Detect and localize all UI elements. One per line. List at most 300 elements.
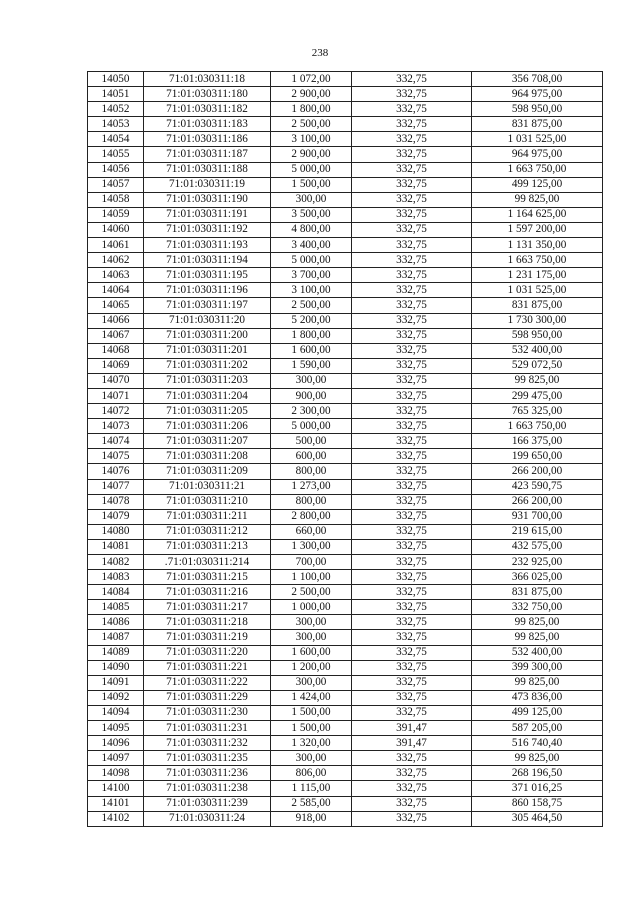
cadastral-number-cell: 71:01:030311:190	[144, 192, 271, 207]
specific-value-cell: 332,75	[352, 675, 472, 690]
area-cell: 5 000,00	[271, 253, 352, 268]
area-cell: 300,00	[271, 630, 352, 645]
row-number-cell: 14098	[88, 766, 144, 781]
cadastral-value-cell: 99 825,00	[472, 675, 603, 690]
area-cell: 800,00	[271, 494, 352, 509]
table-row	[88, 373, 603, 388]
row-number-cell: 14086	[88, 615, 144, 630]
cadastral-number-cell: 71:01:030311:232	[144, 736, 271, 751]
specific-value-cell: 332,75	[352, 419, 472, 434]
cadastral-value-cell: 1 663 750,00	[472, 162, 603, 177]
area-cell: 1 500,00	[271, 177, 352, 192]
table-row	[88, 630, 603, 645]
cadastral-value-cell: 423 590,75	[472, 479, 603, 494]
cadastral-number-cell: 71:01:030311:18	[144, 72, 271, 87]
cadastral-number-cell: 71:01:030311:192	[144, 222, 271, 237]
table-row	[88, 434, 603, 449]
specific-value-cell: 332,75	[352, 449, 472, 464]
cadastral-number-cell: 71:01:030311:213	[144, 539, 271, 554]
table-row	[88, 192, 603, 207]
cadastral-number-cell: 71:01:030311:238	[144, 781, 271, 796]
area-cell: 2 900,00	[271, 147, 352, 162]
cadastral-number-cell: 71:01:030311:221	[144, 660, 271, 675]
specific-value-cell: 332,75	[352, 283, 472, 298]
specific-value-cell: 332,75	[352, 585, 472, 600]
row-number-cell: 14054	[88, 132, 144, 147]
table-row	[88, 147, 603, 162]
specific-value-cell: 332,75	[352, 207, 472, 222]
table-row	[88, 419, 603, 434]
table-row	[88, 72, 603, 87]
specific-value-cell: 332,75	[352, 555, 472, 570]
cadastral-value-cell: 99 825,00	[472, 373, 603, 388]
cadastral-value-cell: 232 925,00	[472, 555, 603, 570]
cadastral-value-cell: 299 475,00	[472, 388, 603, 403]
table-row	[88, 388, 603, 403]
table-row	[88, 811, 603, 826]
table-row	[88, 207, 603, 222]
specific-value-cell: 332,75	[352, 615, 472, 630]
cadastral-value-cell: 931 700,00	[472, 509, 603, 524]
row-number-cell: 14091	[88, 675, 144, 690]
area-cell: 300,00	[271, 675, 352, 690]
cadastral-number-cell: 71:01:030311:215	[144, 570, 271, 585]
specific-value-cell: 332,75	[352, 570, 472, 585]
area-cell: 918,00	[271, 811, 352, 826]
cadastral-number-cell: 71:01:030311:205	[144, 404, 271, 419]
specific-value-cell: 332,75	[352, 690, 472, 705]
row-number-cell: 14065	[88, 298, 144, 313]
cadastral-value-cell: 199 650,00	[472, 449, 603, 464]
area-cell: 2 585,00	[271, 796, 352, 811]
cadastral-value-table	[87, 71, 603, 827]
row-number-cell: 14100	[88, 781, 144, 796]
table-row	[88, 313, 603, 328]
cadastral-number-cell: 71:01:030311:207	[144, 434, 271, 449]
row-number-cell: 14083	[88, 570, 144, 585]
table-row	[88, 117, 603, 132]
cadastral-number-cell: 71:01:030311:222	[144, 675, 271, 690]
cadastral-number-cell: .71:01:030311:214	[144, 555, 271, 570]
table-row	[88, 690, 603, 705]
cadastral-value-cell: 266 200,00	[472, 494, 603, 509]
area-cell: 1 072,00	[271, 72, 352, 87]
cadastral-number-cell: 71:01:030311:235	[144, 751, 271, 766]
area-cell: 300,00	[271, 751, 352, 766]
cadastral-value-cell: 1 231 175,00	[472, 268, 603, 283]
table-row	[88, 268, 603, 283]
page-number: 238	[311, 47, 329, 59]
table-row	[88, 87, 603, 102]
cadastral-value-cell: 1 131 350,00	[472, 238, 603, 253]
cadastral-value-cell: 1 663 750,00	[472, 253, 603, 268]
row-number-cell: 14090	[88, 660, 144, 675]
area-cell: 300,00	[271, 192, 352, 207]
cadastral-number-cell: 71:01:030311:211	[144, 509, 271, 524]
row-number-cell: 14063	[88, 268, 144, 283]
specific-value-cell: 332,75	[352, 102, 472, 117]
cadastral-number-cell: 71:01:030311:217	[144, 600, 271, 615]
cadastral-number-cell: 71:01:030311:202	[144, 358, 271, 373]
row-number-cell: 14067	[88, 328, 144, 343]
area-cell: 5 200,00	[271, 313, 352, 328]
specific-value-cell: 391,47	[352, 736, 472, 751]
table-row	[88, 705, 603, 720]
row-number-cell: 14094	[88, 705, 144, 720]
row-number-cell: 14077	[88, 479, 144, 494]
cadastral-value-cell: 532 400,00	[472, 343, 603, 358]
row-number-cell: 14101	[88, 796, 144, 811]
cadastral-value-cell: 516 740,40	[472, 736, 603, 751]
specific-value-cell: 332,75	[352, 479, 472, 494]
row-number-cell: 14082	[88, 555, 144, 570]
cadastral-number-cell: 71:01:030311:208	[144, 449, 271, 464]
table-row	[88, 721, 603, 736]
cadastral-number-cell: 71:01:030311:183	[144, 117, 271, 132]
specific-value-cell: 332,75	[352, 705, 472, 720]
area-cell: 800,00	[271, 464, 352, 479]
area-cell: 1 800,00	[271, 102, 352, 117]
cadastral-value-cell: 587 205,00	[472, 721, 603, 736]
specific-value-cell: 332,75	[352, 751, 472, 766]
cadastral-number-cell: 71:01:030311:197	[144, 298, 271, 313]
area-cell: 1 424,00	[271, 690, 352, 705]
cadastral-number-cell: 71:01:030311:20	[144, 313, 271, 328]
cadastral-number-cell: 71:01:030311:182	[144, 102, 271, 117]
area-cell: 1 600,00	[271, 343, 352, 358]
row-number-cell: 14057	[88, 177, 144, 192]
cadastral-number-cell: 71:01:030311:200	[144, 328, 271, 343]
cadastral-value-cell: 305 464,50	[472, 811, 603, 826]
table-row	[88, 222, 603, 237]
cadastral-number-cell: 71:01:030311:218	[144, 615, 271, 630]
area-cell: 1 500,00	[271, 705, 352, 720]
cadastral-number-cell: 71:01:030311:191	[144, 207, 271, 222]
cadastral-value-cell: 499 125,00	[472, 177, 603, 192]
row-number-cell: 14073	[88, 419, 144, 434]
specific-value-cell: 332,75	[352, 298, 472, 313]
table-body	[88, 72, 603, 827]
cadastral-number-cell: 71:01:030311:209	[144, 464, 271, 479]
row-number-cell: 14096	[88, 736, 144, 751]
specific-value-cell: 332,75	[352, 660, 472, 675]
specific-value-cell: 332,75	[352, 313, 472, 328]
area-cell: 700,00	[271, 555, 352, 570]
row-number-cell: 14050	[88, 72, 144, 87]
row-number-cell: 14058	[88, 192, 144, 207]
cadastral-number-cell: 71:01:030311:180	[144, 87, 271, 102]
area-cell: 1 000,00	[271, 600, 352, 615]
specific-value-cell: 332,75	[352, 524, 472, 539]
row-number-cell: 14079	[88, 509, 144, 524]
area-cell: 1 115,00	[271, 781, 352, 796]
cadastral-value-cell: 99 825,00	[472, 615, 603, 630]
row-number-cell: 14095	[88, 721, 144, 736]
specific-value-cell: 332,75	[352, 796, 472, 811]
specific-value-cell: 332,75	[352, 87, 472, 102]
specific-value-cell: 332,75	[352, 781, 472, 796]
specific-value-cell: 332,75	[352, 373, 472, 388]
row-number-cell: 14051	[88, 87, 144, 102]
row-number-cell: 14064	[88, 283, 144, 298]
specific-value-cell: 332,75	[352, 434, 472, 449]
cadastral-value-cell: 860 158,75	[472, 796, 603, 811]
cadastral-value-cell: 831 875,00	[472, 585, 603, 600]
cadastral-number-cell: 71:01:030311:230	[144, 705, 271, 720]
specific-value-cell: 332,75	[352, 539, 472, 554]
specific-value-cell: 332,75	[352, 268, 472, 283]
cadastral-value-cell: 366 025,00	[472, 570, 603, 585]
cadastral-value-cell: 219 615,00	[472, 524, 603, 539]
table-row	[88, 539, 603, 554]
specific-value-cell: 332,75	[352, 343, 472, 358]
cadastral-value-cell: 1 730 300,00	[472, 313, 603, 328]
table-row	[88, 404, 603, 419]
row-number-cell: 14070	[88, 373, 144, 388]
area-cell: 2 500,00	[271, 298, 352, 313]
specific-value-cell: 332,75	[352, 162, 472, 177]
specific-value-cell: 332,75	[352, 404, 472, 419]
specific-value-cell: 332,75	[352, 328, 472, 343]
specific-value-cell: 332,75	[352, 72, 472, 87]
cadastral-number-cell: 71:01:030311:201	[144, 343, 271, 358]
row-number-cell: 14069	[88, 358, 144, 373]
specific-value-cell: 332,75	[352, 253, 472, 268]
table-row	[88, 736, 603, 751]
specific-value-cell: 332,75	[352, 494, 472, 509]
table-row	[88, 600, 603, 615]
row-number-cell: 14056	[88, 162, 144, 177]
cadastral-number-cell: 71:01:030311:212	[144, 524, 271, 539]
cadastral-number-cell: 71:01:030311:239	[144, 796, 271, 811]
area-cell: 1 200,00	[271, 660, 352, 675]
cadastral-number-cell: 71:01:030311:193	[144, 238, 271, 253]
table-row	[88, 343, 603, 358]
cadastral-value-cell: 831 875,00	[472, 117, 603, 132]
cadastral-value-cell: 1 164 625,00	[472, 207, 603, 222]
cadastral-value-cell: 432 575,00	[472, 539, 603, 554]
specific-value-cell: 332,75	[352, 509, 472, 524]
specific-value-cell: 332,75	[352, 630, 472, 645]
area-cell: 300,00	[271, 373, 352, 388]
cadastral-value-cell: 529 072,50	[472, 358, 603, 373]
area-cell: 5 000,00	[271, 419, 352, 434]
table-row	[88, 509, 603, 524]
row-number-cell: 14076	[88, 464, 144, 479]
specific-value-cell: 332,75	[352, 147, 472, 162]
area-cell: 300,00	[271, 615, 352, 630]
cadastral-value-cell: 499 125,00	[472, 705, 603, 720]
area-cell: 2 900,00	[271, 87, 352, 102]
cadastral-value-cell: 332 750,00	[472, 600, 603, 615]
table-row	[88, 102, 603, 117]
area-cell: 4 800,00	[271, 222, 352, 237]
cadastral-value-cell: 371 016,25	[472, 781, 603, 796]
cadastral-number-cell: 71:01:030311:219	[144, 630, 271, 645]
row-number-cell: 14080	[88, 524, 144, 539]
area-cell: 3 500,00	[271, 207, 352, 222]
cadastral-value-cell: 1 597 200,00	[472, 222, 603, 237]
table-row	[88, 162, 603, 177]
cadastral-value-cell: 831 875,00	[472, 298, 603, 313]
row-number-cell: 14075	[88, 449, 144, 464]
area-cell: 1 273,00	[271, 479, 352, 494]
area-cell: 1 590,00	[271, 358, 352, 373]
cadastral-value-cell: 964 975,00	[472, 87, 603, 102]
cadastral-number-cell: 71:01:030311:188	[144, 162, 271, 177]
area-cell: 660,00	[271, 524, 352, 539]
area-cell: 5 000,00	[271, 162, 352, 177]
table-row	[88, 283, 603, 298]
cadastral-value-cell: 1 663 750,00	[472, 419, 603, 434]
specific-value-cell: 332,75	[352, 177, 472, 192]
area-cell: 2 500,00	[271, 585, 352, 600]
table-row	[88, 796, 603, 811]
area-cell: 1 800,00	[271, 328, 352, 343]
cadastral-number-cell: 71:01:030311:19	[144, 177, 271, 192]
row-number-cell: 14061	[88, 238, 144, 253]
specific-value-cell: 391,47	[352, 721, 472, 736]
cadastral-number-cell: 71:01:030311:229	[144, 690, 271, 705]
cadastral-number-cell: 71:01:030311:187	[144, 147, 271, 162]
cadastral-number-cell: 71:01:030311:236	[144, 766, 271, 781]
table-row	[88, 751, 603, 766]
row-number-cell: 14102	[88, 811, 144, 826]
area-cell: 1 300,00	[271, 539, 352, 554]
area-cell: 3 100,00	[271, 283, 352, 298]
area-cell: 1 320,00	[271, 736, 352, 751]
table-row	[88, 555, 603, 570]
row-number-cell: 14052	[88, 102, 144, 117]
table-row	[88, 645, 603, 660]
cadastral-value-cell: 99 825,00	[472, 192, 603, 207]
row-number-cell: 14072	[88, 404, 144, 419]
area-cell: 2 500,00	[271, 117, 352, 132]
cadastral-value-cell: 964 975,00	[472, 147, 603, 162]
table-row	[88, 479, 603, 494]
table-row	[88, 766, 603, 781]
cadastral-value-cell: 473 836,00	[472, 690, 603, 705]
cadastral-value-cell: 166 375,00	[472, 434, 603, 449]
row-number-cell: 14071	[88, 388, 144, 403]
cadastral-number-cell: 71:01:030311:220	[144, 645, 271, 660]
cadastral-value-cell: 268 196,50	[472, 766, 603, 781]
row-number-cell: 14087	[88, 630, 144, 645]
table-row	[88, 253, 603, 268]
row-number-cell: 14062	[88, 253, 144, 268]
cadastral-value-cell: 1 031 525,00	[472, 283, 603, 298]
cadastral-number-cell: 71:01:030311:21	[144, 479, 271, 494]
table-row	[88, 570, 603, 585]
cadastral-value-cell: 1 031 525,00	[472, 132, 603, 147]
cadastral-value-cell: 99 825,00	[472, 751, 603, 766]
area-cell: 900,00	[271, 388, 352, 403]
cadastral-value-cell: 598 950,00	[472, 102, 603, 117]
cadastral-number-cell: 71:01:030311:210	[144, 494, 271, 509]
specific-value-cell: 332,75	[352, 358, 472, 373]
area-cell: 3 400,00	[271, 238, 352, 253]
table-row	[88, 524, 603, 539]
area-cell: 3 100,00	[271, 132, 352, 147]
row-number-cell: 14066	[88, 313, 144, 328]
specific-value-cell: 332,75	[352, 766, 472, 781]
row-number-cell: 14085	[88, 600, 144, 615]
specific-value-cell: 332,75	[352, 238, 472, 253]
cadastral-number-cell: 71:01:030311:24	[144, 811, 271, 826]
table-row	[88, 494, 603, 509]
row-number-cell: 14060	[88, 222, 144, 237]
table-row	[88, 615, 603, 630]
cadastral-value-cell: 266 200,00	[472, 464, 603, 479]
cadastral-number-cell: 71:01:030311:186	[144, 132, 271, 147]
table-row	[88, 781, 603, 796]
table-row	[88, 328, 603, 343]
cadastral-number-cell: 71:01:030311:216	[144, 585, 271, 600]
specific-value-cell: 332,75	[352, 464, 472, 479]
specific-value-cell: 332,75	[352, 132, 472, 147]
row-number-cell: 14081	[88, 539, 144, 554]
area-cell: 1 100,00	[271, 570, 352, 585]
specific-value-cell: 332,75	[352, 222, 472, 237]
row-number-cell: 14078	[88, 494, 144, 509]
table-row	[88, 585, 603, 600]
area-cell: 1 600,00	[271, 645, 352, 660]
table-row	[88, 464, 603, 479]
area-cell: 2 800,00	[271, 509, 352, 524]
row-number-cell: 14053	[88, 117, 144, 132]
specific-value-cell: 332,75	[352, 645, 472, 660]
cadastral-number-cell: 71:01:030311:231	[144, 721, 271, 736]
cadastral-value-cell: 598 950,00	[472, 328, 603, 343]
table-row	[88, 177, 603, 192]
row-number-cell: 14084	[88, 585, 144, 600]
cadastral-value-cell: 532 400,00	[472, 645, 603, 660]
cadastral-value-cell: 99 825,00	[472, 630, 603, 645]
table-row	[88, 238, 603, 253]
cadastral-value-cell: 399 300,00	[472, 660, 603, 675]
specific-value-cell: 332,75	[352, 192, 472, 207]
row-number-cell: 14059	[88, 207, 144, 222]
table-row	[88, 675, 603, 690]
cadastral-number-cell: 71:01:030311:196	[144, 283, 271, 298]
area-cell: 806,00	[271, 766, 352, 781]
specific-value-cell: 332,75	[352, 600, 472, 615]
table-row	[88, 298, 603, 313]
cadastral-value-cell: 765 325,00	[472, 404, 603, 419]
area-cell: 1 500,00	[271, 721, 352, 736]
cadastral-number-cell: 71:01:030311:206	[144, 419, 271, 434]
table-row	[88, 449, 603, 464]
table-row	[88, 660, 603, 675]
specific-value-cell: 332,75	[352, 388, 472, 403]
area-cell: 3 700,00	[271, 268, 352, 283]
area-cell: 600,00	[271, 449, 352, 464]
area-cell: 500,00	[271, 434, 352, 449]
cadastral-number-cell: 71:01:030311:194	[144, 253, 271, 268]
cadastral-number-cell: 71:01:030311:195	[144, 268, 271, 283]
row-number-cell: 14089	[88, 645, 144, 660]
row-number-cell: 14092	[88, 690, 144, 705]
row-number-cell: 14097	[88, 751, 144, 766]
table-row	[88, 132, 603, 147]
row-number-cell: 14074	[88, 434, 144, 449]
specific-value-cell: 332,75	[352, 117, 472, 132]
row-number-cell: 14068	[88, 343, 144, 358]
row-number-cell: 14055	[88, 147, 144, 162]
cadastral-value-cell: 356 708,00	[472, 72, 603, 87]
area-cell: 2 300,00	[271, 404, 352, 419]
table-row	[88, 358, 603, 373]
